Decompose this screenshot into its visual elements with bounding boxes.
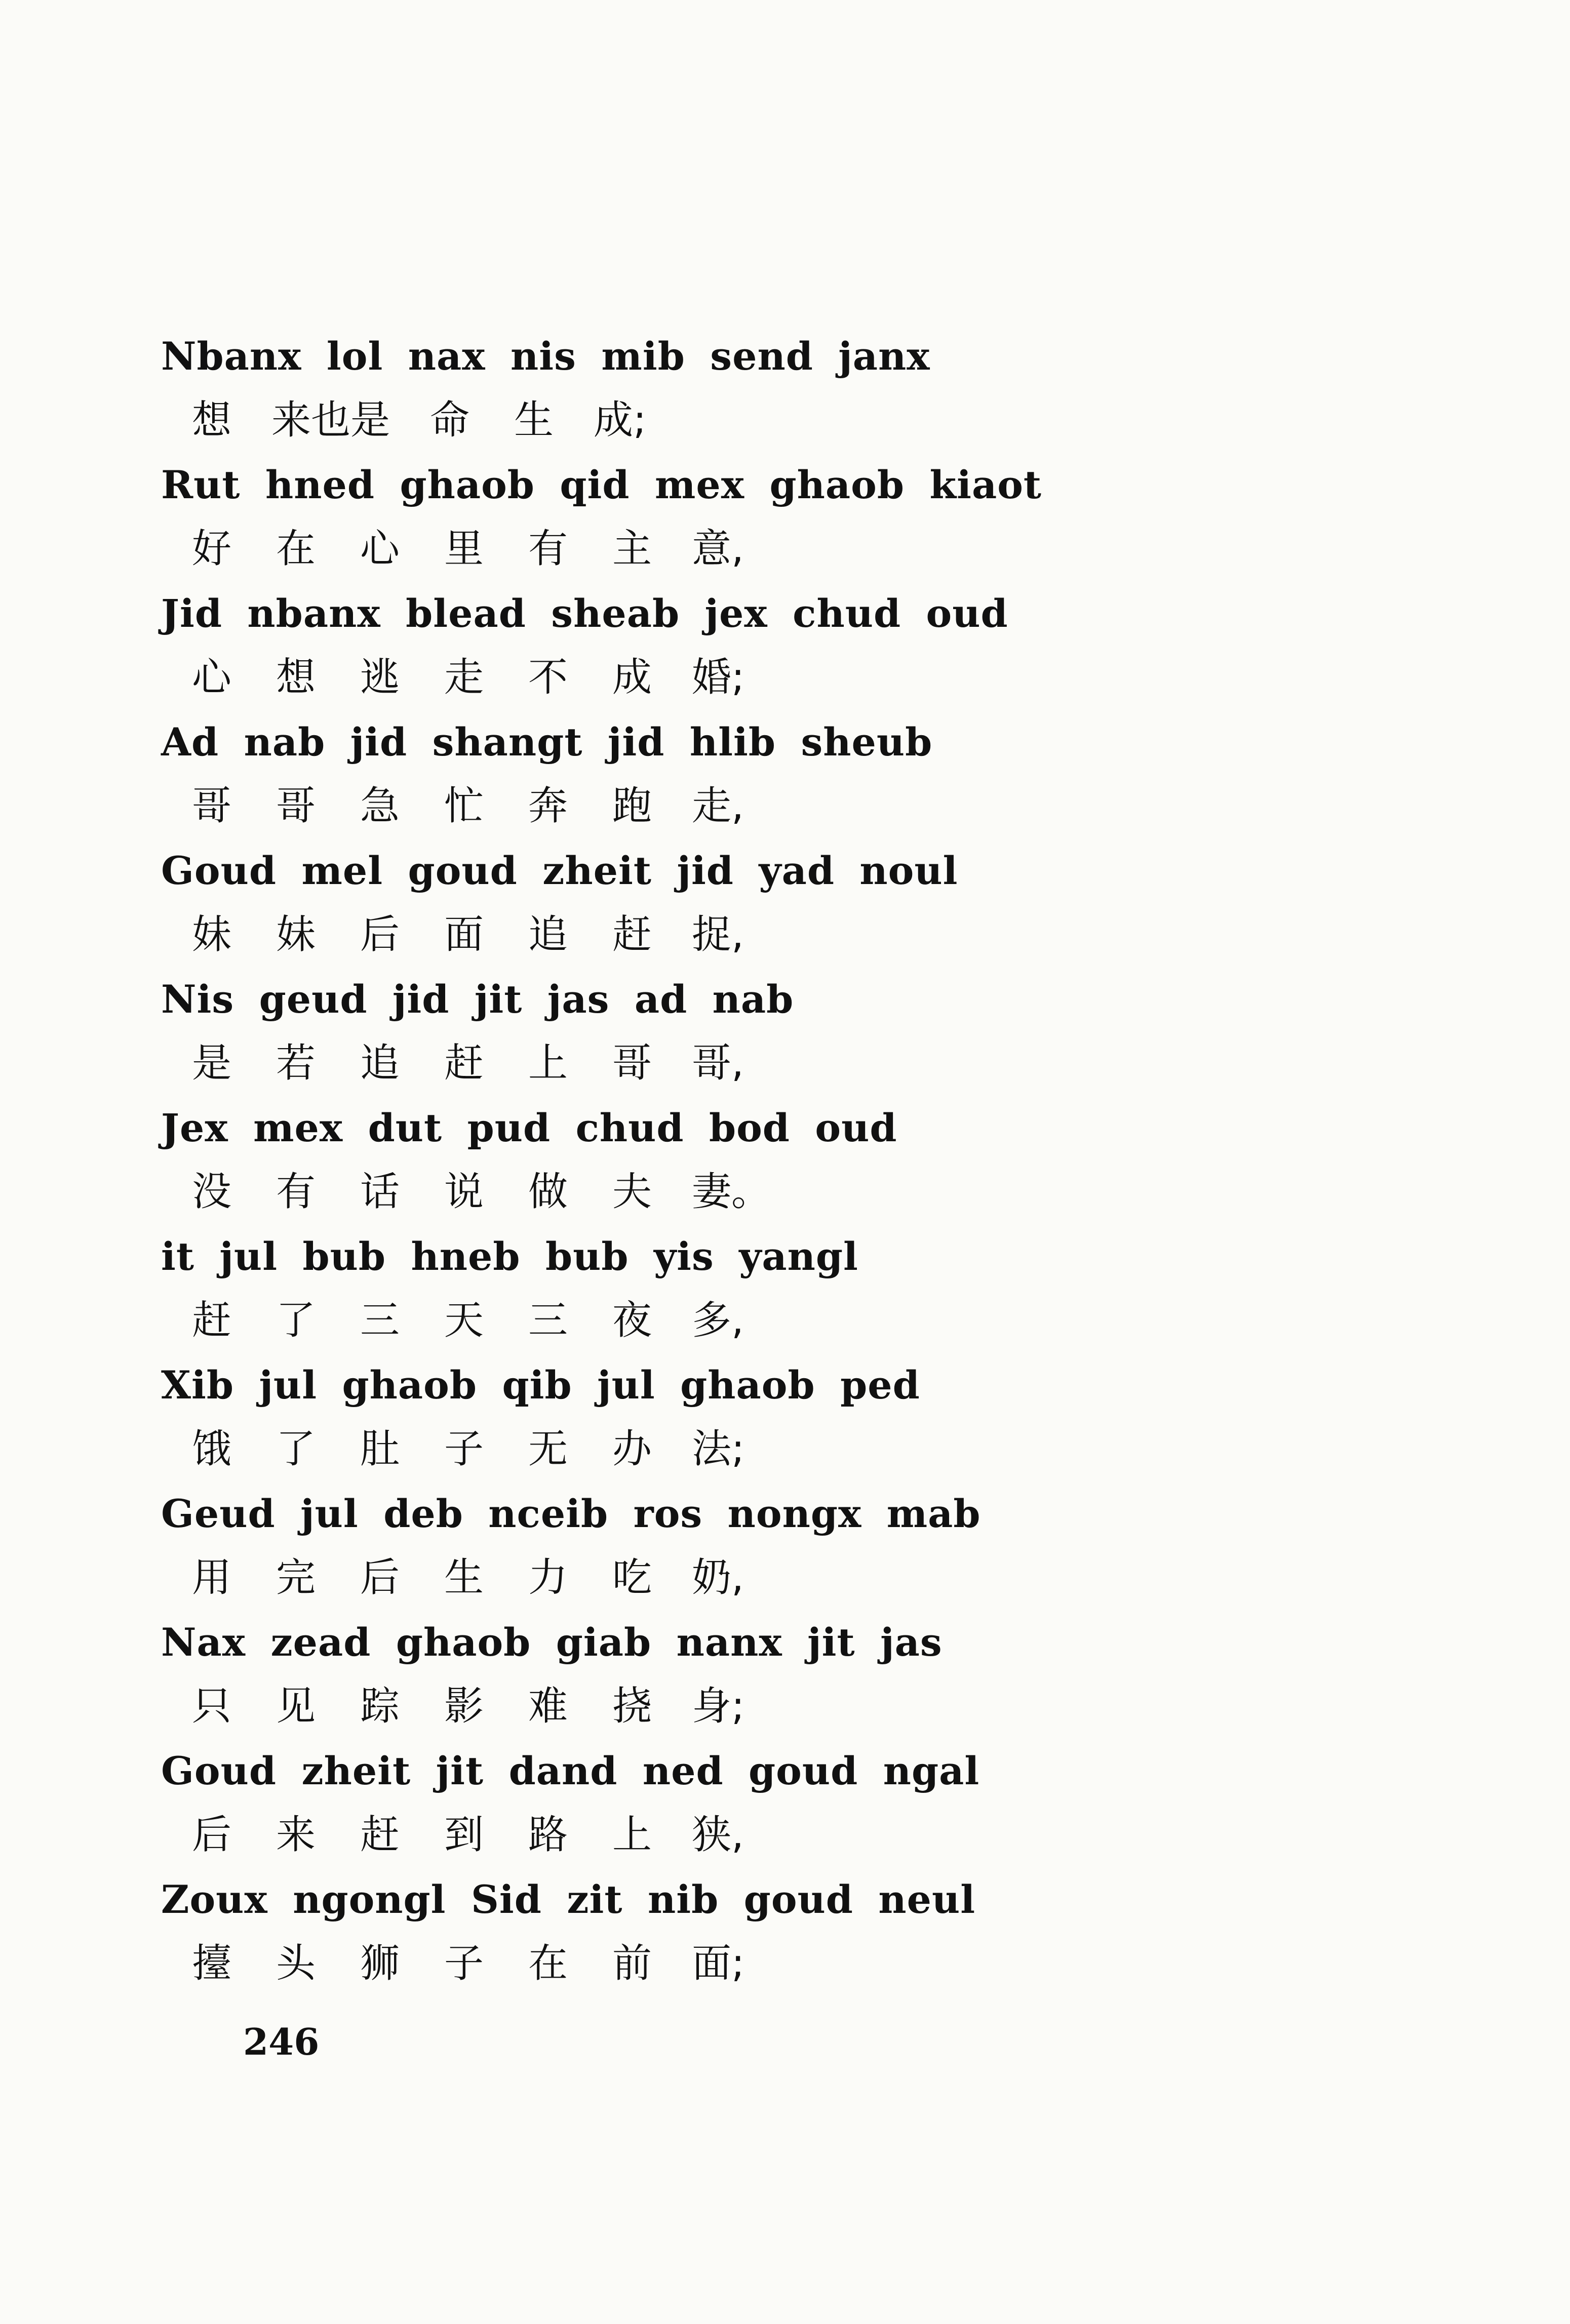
miao-line: Rut hned ghaob qid mex ghaob kiaot bbox=[161, 462, 1042, 507]
chinese-word: 哥, bbox=[692, 1040, 744, 1086]
chinese-line bbox=[161, 903, 1275, 967]
chinese-word: 夫 bbox=[612, 1169, 652, 1215]
miao-line: it jul bub hneb bub yis yangl bbox=[161, 1234, 858, 1279]
chinese-word: 妹 bbox=[191, 912, 231, 957]
chinese-word: 完 bbox=[276, 1555, 316, 1600]
chinese-word: 跑 bbox=[612, 783, 652, 829]
chinese-word: 狮 bbox=[360, 1941, 400, 1986]
chinese-word: 妹 bbox=[276, 912, 316, 957]
chinese-word: 在 bbox=[276, 526, 316, 572]
chinese-word: 有 bbox=[528, 526, 568, 572]
chinese-word: 面; bbox=[692, 1941, 745, 1986]
miao-line: Goud zheit jit dand ned goud ngal bbox=[161, 1748, 980, 1793]
chinese-word: 前 bbox=[612, 1941, 652, 1986]
chinese-word: 哥 bbox=[276, 783, 316, 829]
chinese-word: 生 bbox=[444, 1555, 484, 1600]
chinese-word: 话 bbox=[360, 1169, 400, 1215]
chinese-word: 后 bbox=[360, 1555, 400, 1600]
chinese-word: 没 bbox=[191, 1169, 231, 1215]
chinese-word: 走 bbox=[444, 655, 484, 700]
miao-line: Ad nab jid shangt jid hlib sheub bbox=[161, 719, 933, 765]
chinese-word: 走, bbox=[692, 783, 744, 829]
chinese-word: 多, bbox=[692, 1298, 744, 1343]
chinese-word: 意, bbox=[692, 526, 744, 572]
miao-line: Nis geud jid jit jas ad nab bbox=[161, 977, 794, 1022]
chinese-word: 奔 bbox=[528, 783, 568, 829]
chinese-word: 身; bbox=[692, 1684, 745, 1729]
chinese-word: 用 bbox=[191, 1555, 231, 1600]
chinese-word: 好 bbox=[191, 526, 231, 572]
chinese-word: 面 bbox=[444, 912, 484, 957]
chinese-word: 心 bbox=[191, 655, 231, 700]
chinese-word: 见 bbox=[276, 1684, 316, 1729]
chinese-word: 里 bbox=[444, 526, 484, 572]
chinese-word: 踪 bbox=[360, 1684, 400, 1729]
chinese-word: 成 bbox=[612, 655, 652, 700]
chinese-word: 说 bbox=[444, 1169, 484, 1215]
chinese-line bbox=[161, 517, 1275, 581]
chinese-word: 了 bbox=[276, 1426, 316, 1472]
chinese-word: 难 bbox=[528, 1684, 568, 1729]
chinese-word: 狭, bbox=[692, 1812, 744, 1858]
chinese-word: 夜 bbox=[612, 1298, 652, 1343]
chinese-word: 吃 bbox=[612, 1555, 652, 1600]
chinese-word: 若 bbox=[276, 1040, 316, 1086]
chinese-word: 办 bbox=[612, 1426, 652, 1472]
miao-line: Nax zead ghaob giab nanx jit jas bbox=[161, 1620, 943, 1665]
chinese-word: 天 bbox=[444, 1298, 484, 1343]
page-number: 246 bbox=[243, 2020, 320, 2063]
chinese-word: 哥 bbox=[191, 783, 231, 829]
chinese-word: 赶 bbox=[444, 1040, 484, 1086]
chinese-line bbox=[161, 1031, 1275, 1096]
chinese-word: 生 bbox=[514, 397, 554, 443]
miao-line: Jid nbanx blead sheab jex chud oud bbox=[161, 591, 1008, 636]
chinese-word: 后 bbox=[360, 912, 400, 957]
chinese-word: 子 bbox=[444, 1941, 484, 1986]
chinese-line bbox=[161, 388, 1275, 453]
chinese-word: 子 bbox=[444, 1426, 484, 1472]
chinese-word: 捉, bbox=[692, 912, 744, 957]
chinese-word: 想 bbox=[191, 397, 231, 443]
chinese-word: 来也是 bbox=[271, 397, 390, 443]
chinese-word: 逃 bbox=[360, 655, 400, 700]
chinese-word: 是 bbox=[191, 1040, 231, 1086]
chinese-word: 了 bbox=[276, 1298, 316, 1343]
chinese-word: 赶 bbox=[612, 912, 652, 957]
chinese-word: 心 bbox=[360, 526, 400, 572]
chinese-word: 来 bbox=[276, 1812, 316, 1858]
chinese-line bbox=[161, 1932, 1275, 1996]
chinese-word: 想 bbox=[276, 655, 316, 700]
chinese-word: 力 bbox=[528, 1555, 568, 1600]
chinese-word: 奶, bbox=[692, 1555, 744, 1600]
miao-line: Zoux ngongl Sid zit nib goud neul bbox=[161, 1877, 976, 1922]
chinese-word: 婚; bbox=[692, 655, 745, 700]
chinese-word: 追 bbox=[360, 1040, 400, 1086]
chinese-word: 法; bbox=[692, 1426, 745, 1472]
chinese-line bbox=[161, 1546, 1275, 1610]
verse-block bbox=[161, 324, 1275, 1996]
chinese-word: 影 bbox=[444, 1684, 484, 1729]
chinese-word: 饿 bbox=[191, 1426, 231, 1472]
miao-line: Jex mex dut pud chud bod oud bbox=[161, 1105, 897, 1150]
chinese-line bbox=[161, 1160, 1275, 1224]
chinese-word: 妻。 bbox=[692, 1169, 771, 1215]
chinese-word: 肚 bbox=[360, 1426, 400, 1472]
chinese-word: 成; bbox=[594, 397, 647, 443]
chinese-line bbox=[161, 774, 1275, 838]
chinese-word: 赶 bbox=[191, 1298, 231, 1343]
chinese-word: 到 bbox=[444, 1812, 484, 1858]
chinese-word: 挠 bbox=[612, 1684, 652, 1729]
chinese-word: 后 bbox=[191, 1812, 231, 1858]
chinese-word: 无 bbox=[528, 1426, 568, 1472]
miao-line: Xib jul ghaob qib jul ghaob ped bbox=[161, 1363, 920, 1408]
chinese-word: 命 bbox=[430, 397, 470, 443]
miao-line: Goud mel goud zheit jid yad noul bbox=[161, 848, 958, 893]
chinese-word: 做 bbox=[528, 1169, 568, 1215]
chinese-word: 追 bbox=[528, 912, 568, 957]
chinese-word: 三 bbox=[528, 1298, 568, 1343]
chinese-word: 擡 bbox=[191, 1941, 231, 1986]
chinese-word: 在 bbox=[528, 1941, 568, 1986]
chinese-word: 路 bbox=[528, 1812, 568, 1858]
miao-line: Nbanx lol nax nis mib send janx bbox=[161, 334, 930, 379]
chinese-word: 急 bbox=[360, 783, 400, 829]
chinese-word: 主 bbox=[612, 526, 652, 572]
chinese-line bbox=[161, 1289, 1275, 1353]
chinese-word: 只 bbox=[191, 1684, 231, 1729]
chinese-line bbox=[161, 1674, 1275, 1739]
chinese-word: 头 bbox=[276, 1941, 316, 1986]
chinese-word: 有 bbox=[276, 1169, 316, 1215]
chinese-line bbox=[161, 646, 1275, 710]
chinese-word: 上 bbox=[528, 1040, 568, 1086]
chinese-word: 上 bbox=[612, 1812, 652, 1858]
chinese-line bbox=[161, 1803, 1275, 1867]
miao-line: Geud jul deb nceib ros nongx mab bbox=[161, 1491, 981, 1536]
chinese-line bbox=[161, 1417, 1275, 1481]
chinese-word: 不 bbox=[528, 655, 568, 700]
chinese-word: 赶 bbox=[360, 1812, 400, 1858]
chinese-word: 哥 bbox=[612, 1040, 652, 1086]
chinese-word: 三 bbox=[360, 1298, 400, 1343]
chinese-word: 忙 bbox=[444, 783, 484, 829]
